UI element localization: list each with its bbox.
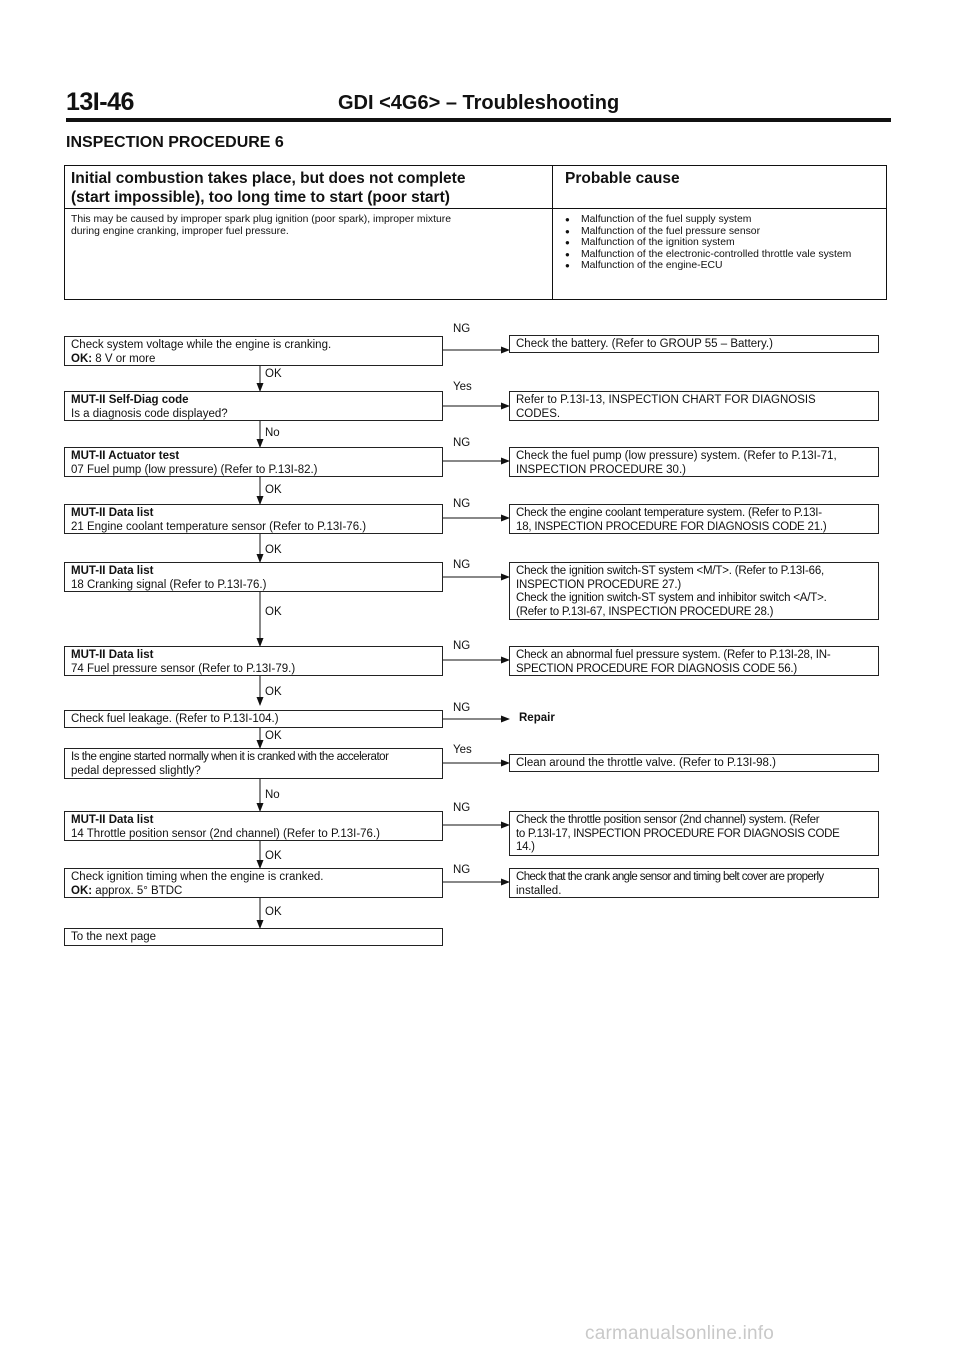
- result-box: [509, 335, 879, 353]
- symptom-heading-line2: (start impossible), too long time to start (poor start): [71, 189, 450, 206]
- down-label: No: [265, 789, 280, 801]
- down-label: OK: [265, 544, 282, 556]
- down-label: OK: [265, 368, 282, 380]
- down-label: OK: [265, 686, 282, 698]
- result-box: [509, 562, 879, 620]
- step-text: Is the engine started normally when it is cranked with the accelerator: [71, 751, 389, 763]
- result-box: [509, 811, 879, 856]
- down-label: OK: [265, 906, 282, 918]
- result-line: Refer to P.13I-13, INSPECTION CHART FOR DIAGNOSIS: [516, 394, 816, 406]
- result-box: [509, 754, 879, 772]
- step-text: 74 Fuel pressure sensor (Refer to P.13I-79.): [71, 662, 296, 675]
- branch-label: Yes: [453, 381, 472, 393]
- result-box: [509, 391, 879, 421]
- next-page-box: [64, 928, 443, 946]
- step-heading: MUT-II Data list: [71, 649, 154, 661]
- watermark-text: carmanualsonline.info: [585, 1323, 775, 1344]
- description-line1: This may be caused by improper spark plug ignition (poor spark), improper mixture: [71, 214, 451, 225]
- branch-label: NG: [453, 323, 471, 335]
- result-line: Check the engine coolant temperature system. (Refer to P.13I-: [516, 507, 822, 519]
- branch-label: NG: [453, 559, 471, 571]
- branch-label: NG: [453, 802, 471, 814]
- repair-result: Repair: [519, 712, 555, 724]
- page-number: 13I-46: [66, 88, 134, 116]
- step-text: 07 Fuel pump (low pressure) (Refer to P.13I-82.): [71, 463, 318, 476]
- result-line: INSPECTION PROCEDURE 30.): [516, 463, 686, 476]
- check-step-box: [64, 748, 443, 779]
- result-line: 14.): [516, 841, 535, 853]
- branch-label: NG: [453, 498, 471, 510]
- result-line: Check that the crank angle sensor and timing belt cover are properly: [516, 871, 824, 883]
- cause-heading: Probable cause: [565, 170, 680, 187]
- check-step-box: [64, 391, 443, 421]
- result-line: to P.13I-17, INSPECTION PROCEDURE FOR DIAGNOSIS CODE: [516, 827, 840, 840]
- check-step-box: [64, 868, 443, 898]
- result-line: (Refer to P.13I-67, INSPECTION PROCEDURE 28.): [516, 605, 774, 618]
- step-heading: MUT-II Actuator test: [71, 450, 180, 462]
- check-step-box: [64, 646, 443, 676]
- result-line: Check the ignition switch-ST system and inhibitor switch <A/T>.: [516, 592, 827, 604]
- check-step-box: [64, 447, 443, 477]
- branch-label: NG: [453, 640, 471, 652]
- result-line: SPECTION PROCEDURE FOR DIAGNOSIS CODE 56.): [516, 662, 798, 675]
- down-label: No: [265, 427, 280, 439]
- step-heading: MUT-II Self-Diag code: [71, 394, 189, 406]
- down-label: OK: [265, 484, 282, 496]
- check-step-box: [64, 504, 443, 534]
- check-step-box: [64, 562, 443, 592]
- result-box: [509, 868, 879, 898]
- result-box: [509, 504, 879, 534]
- next-page-label: To the next page: [71, 931, 157, 943]
- step-text: Check ignition timing when the engine is cranked.: [71, 871, 324, 883]
- result-line: installed.: [516, 884, 562, 897]
- section-title: INSPECTION PROCEDURE 6: [66, 134, 284, 151]
- description-line2: during engine cranking, improper fuel pressure.: [71, 225, 289, 237]
- step-ok-criterion: OK: approx. 5° BTDC: [71, 884, 183, 897]
- symptom-heading-line1: Initial combustion takes place, but does not complete: [71, 170, 466, 187]
- result-line: Check the throttle position sensor (2nd channel) system. (Refer: [516, 814, 820, 826]
- result-line: CODES.: [516, 407, 561, 420]
- step-text: Check fuel leakage. (Refer to P.13I-104.): [71, 713, 279, 725]
- step-text: Check system voltage while the engine is cranking.: [71, 339, 332, 351]
- cause-item: ● Malfunction of the engine-ECU: [565, 260, 881, 272]
- step-text: 21 Engine coolant temperature sensor (Refer to P.13I-76.): [71, 520, 367, 533]
- check-step-box: [64, 710, 443, 728]
- branch-label: NG: [453, 437, 471, 449]
- cause-item: ● Malfunction of the electronic-controlled throttle vale system: [565, 249, 881, 261]
- down-label: OK: [265, 606, 282, 618]
- step-text: 14 Throttle position sensor (2nd channel) (Refer to P.13I-76.): [71, 827, 380, 840]
- result-line: 18, INSPECTION PROCEDURE FOR DIAGNOSIS CODE 21.): [516, 520, 827, 533]
- cause-item: ● Malfunction of the ignition system: [565, 237, 881, 249]
- result-line: Clean around the throttle valve. (Refer to P.13I-98.): [516, 757, 776, 769]
- check-step-box: [64, 811, 443, 841]
- step-heading: MUT-II Data list: [71, 565, 154, 577]
- step-heading: MUT-II Data list: [71, 507, 154, 519]
- down-label: OK: [265, 730, 282, 742]
- step-heading: MUT-II Data list: [71, 814, 154, 826]
- branch-label: NG: [453, 702, 471, 714]
- branch-label: Yes: [453, 744, 472, 756]
- step-text: 18 Cranking signal (Refer to P.13I-76.): [71, 578, 267, 591]
- result-line: Check the ignition switch-ST system <M/T>. (Refer to P.13I-66,: [516, 565, 825, 577]
- step-ok-criterion: OK: 8 V or more: [71, 352, 156, 365]
- page-title: GDI <4G6> – Troubleshooting: [338, 92, 620, 114]
- result-line: INSPECTION PROCEDURE 27.): [516, 578, 681, 591]
- step-text: Is a diagnosis code displayed?: [71, 407, 228, 420]
- down-label: OK: [265, 850, 282, 862]
- result-line: Check an abnormal fuel pressure system. (Refer to P.13I-28, IN-: [516, 649, 831, 661]
- cause-item: ● Malfunction of the fuel pressure sensor: [565, 226, 881, 238]
- step-text-continued: pedal depressed slightly?: [71, 764, 201, 777]
- result-line: Check the battery. (Refer to GROUP 55 – Battery.): [516, 338, 773, 350]
- branch-label: NG: [453, 864, 471, 876]
- result-box: [509, 646, 879, 676]
- result-line: Check the fuel pump (low pressure) system. (Refer to P.13I-71,: [516, 450, 837, 462]
- check-step-box: [64, 336, 443, 366]
- cause-item: ● Malfunction of the fuel supply system: [565, 214, 881, 226]
- result-box: [509, 447, 879, 477]
